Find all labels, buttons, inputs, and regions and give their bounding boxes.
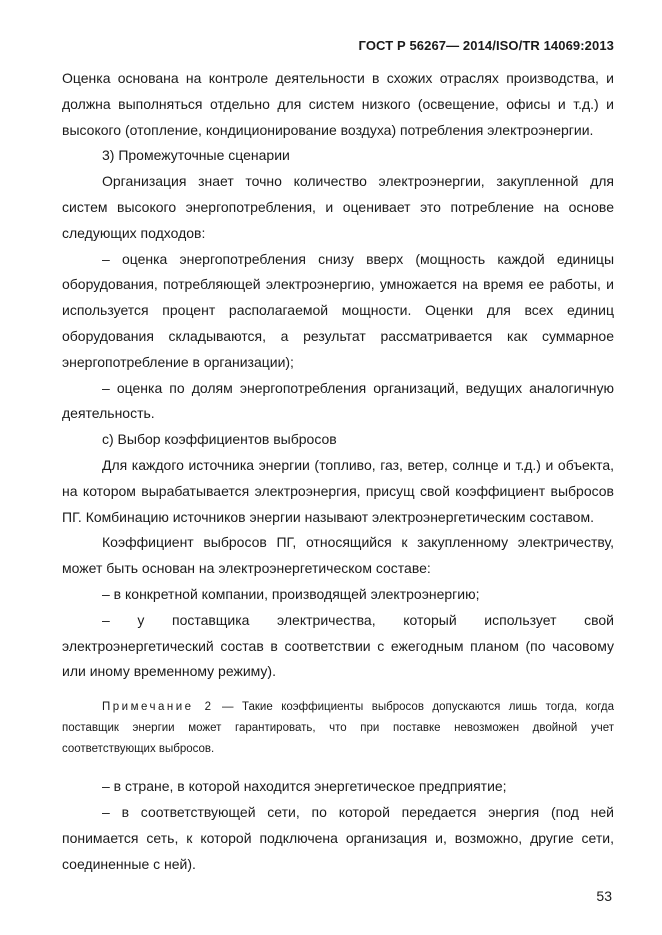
list-item-share-estimate: – оценка по долям энергопотребления организаций, ведущих аналогичную деятельность. bbox=[62, 379, 614, 422]
paragraph-organization-knows: Организация знает точно количество электроэнергии, закупленной для систем высокого энергопотребления, и оценивает это потребление на основе следующих подходов: bbox=[62, 173, 614, 241]
heading-emission-factors: c) Выбор коэффициентов выбросов bbox=[102, 431, 337, 448]
note-text: — Такие коэффициенты выбросов допускаются лишь тогда, когда поставщик энергии может гарантировать, что при поставке невозможен двойной учет соответствующих выбросов. bbox=[62, 701, 615, 756]
page-body bbox=[62, 66, 614, 877]
list-item-grid: – в соответствующей сети, по которой передается энергия (под ней понимается сеть, к которой подключена организация и, возможно, другие сети, соединенные с ней). bbox=[62, 803, 614, 872]
list-item-supplier: – у поставщика электричества, который использует свой электроэнергетический состав в соответствии с ежегодным планом (по часовому или иному временному режиму). bbox=[62, 611, 614, 680]
document-header: ГОСТ Р 56267— 2014/ISO/TR 14069:2013 bbox=[358, 38, 614, 53]
note-lead: Примечание 2 bbox=[102, 701, 214, 714]
paragraph-emission-factor-basis: Коэффициент выбросов ПГ, относящийся к закупленному электричеству, может быть основан на электроэнергетическом составе: bbox=[62, 534, 614, 577]
list-item-bottom-up: – оценка энергопотребления снизу вверх (мощность каждой единицы оборудования, потребляющей электроэнергию, умножается на время ее работы, и используется процент располагаемой мощности. Оценки для всех единиц оборудования складываются, а результат рассматривается как суммарное энергопотребление в организации); bbox=[62, 250, 614, 370]
paragraph-energy-sources: Для каждого источника энергии (топливо, газ, ветер, солнце и т.д.) и объекта, на котором вырабатывается электроэнергия, присущ свой коэффициент выбросов ПГ. Комбинацию источников энергии называют электроэнергетическим составом. bbox=[62, 456, 614, 525]
list-item-country: – в стране, в которой находится энергетическое предприятие; bbox=[102, 778, 507, 795]
heading-intermediate-scenarios: 3) Промежуточные сценарии bbox=[102, 147, 290, 164]
list-item-specific-company: – в конкретной компании, производящей электроэнергию; bbox=[102, 585, 480, 602]
note-2 bbox=[62, 697, 614, 760]
page-number: 53 bbox=[596, 888, 612, 904]
paragraph-assessment: Оценка основана на контроле деятельности в схожих отраслях производства, и должна выполняться отдельно для систем низкого (освещение, офисы и т.д.) и высокого (отопление, кондиционирование воздуха) потребления электроэнергии. bbox=[62, 70, 614, 138]
